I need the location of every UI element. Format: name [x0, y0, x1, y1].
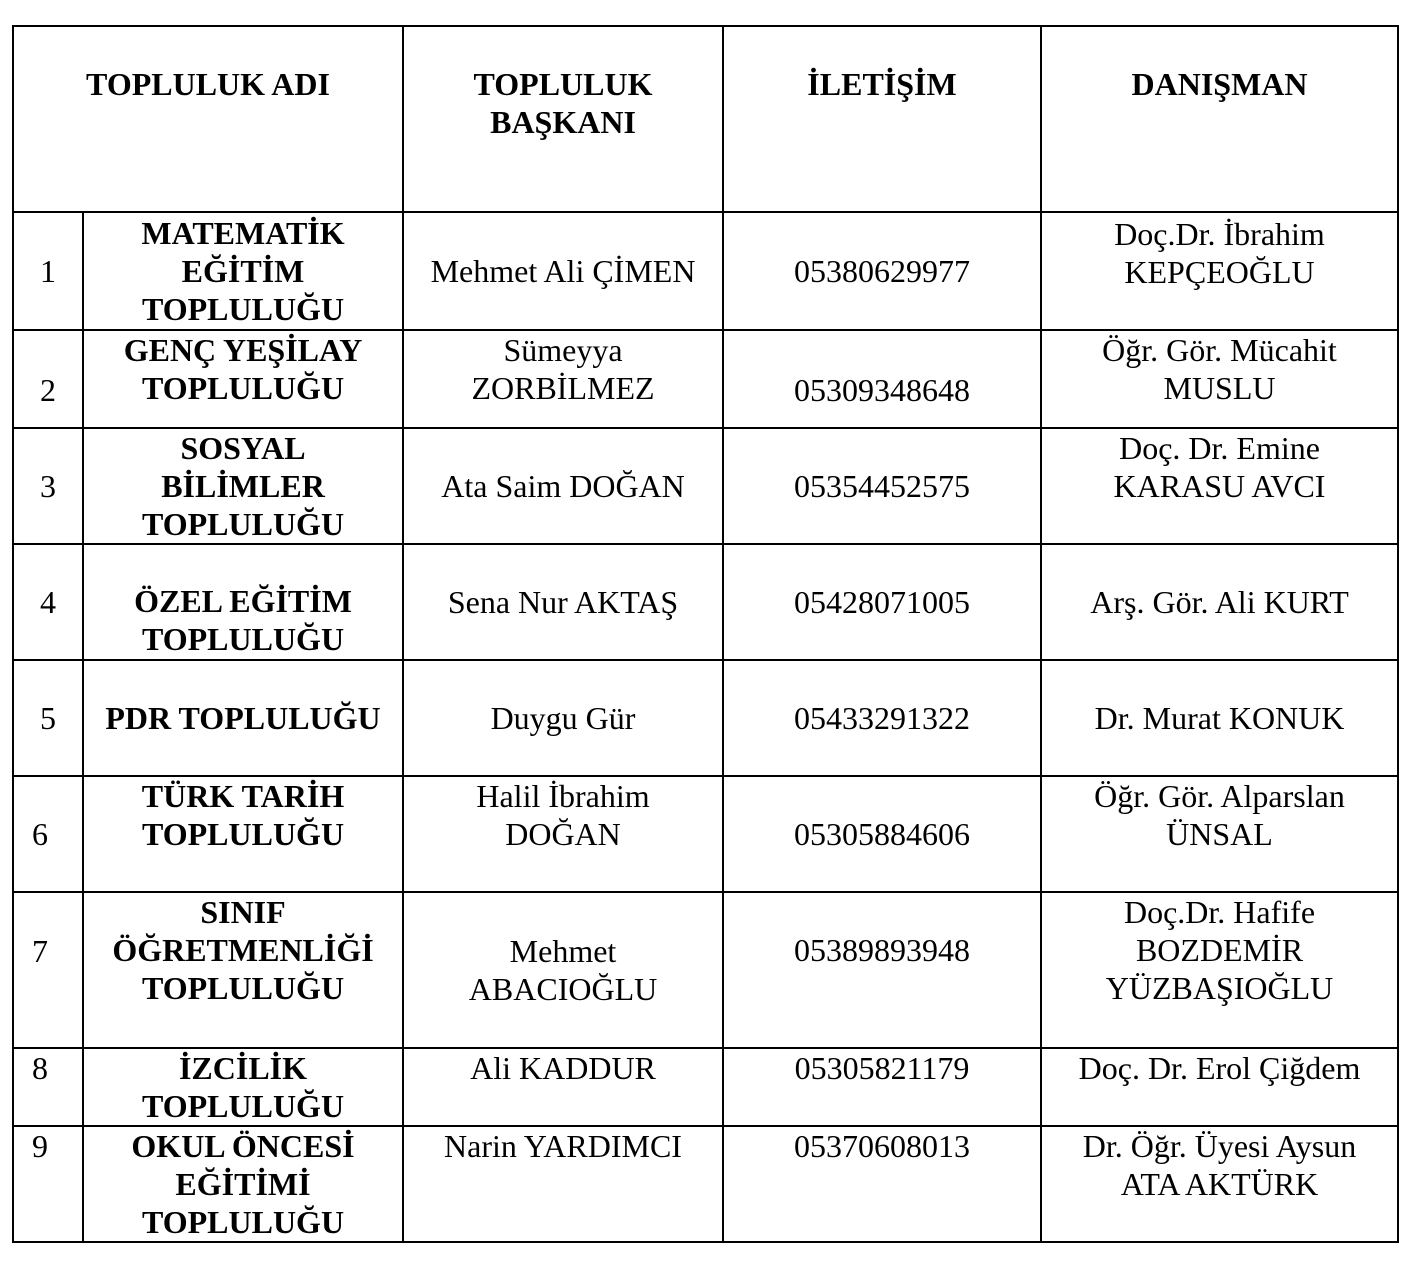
community-name: İZCİLİK TOPLULUĞU [83, 1048, 403, 1126]
community-name: TÜRK TARİH TOPLULUĞU [83, 776, 403, 892]
advisor-name: Doç. Dr. Erol Çiğdem [1041, 1048, 1398, 1126]
community-name: SOSYAL BİLİMLER TOPLULUĞU [83, 428, 403, 544]
phone-number: 05305884606 [723, 776, 1041, 892]
table-row [13, 892, 1398, 1048]
header-name: TOPLULUK ADI [13, 26, 403, 212]
president-name: Sümeyya ZORBİLMEZ [403, 330, 723, 428]
table-row [13, 776, 1398, 892]
advisor-name: Doç.Dr. Hafife BOZDEMİR YÜZBAŞIOĞLU [1041, 892, 1398, 1048]
president-name: Duygu Gür [403, 660, 723, 776]
row-number: 4 [13, 544, 83, 660]
president-name: Ata Saim DOĞAN [403, 428, 723, 544]
table-row [13, 428, 1398, 544]
header-president: TOPLULUK BAŞKANI [403, 26, 723, 212]
table-row [13, 1048, 1398, 1126]
row-number: 3 [13, 428, 83, 544]
row-number: 2 [13, 330, 83, 428]
advisor-name: Doç. Dr. Emine KARASU AVCI [1041, 428, 1398, 544]
community-name: PDR TOPLULUĞU [83, 660, 403, 776]
advisor-name: Dr. Murat KONUK [1041, 660, 1398, 776]
table-row [13, 1126, 1398, 1242]
president-name: Mehmet ABACIOĞLU [403, 892, 723, 1048]
phone-number: 05305821179 [723, 1048, 1041, 1126]
president-name: Ali KADDUR [403, 1048, 723, 1126]
community-name: GENÇ YEŞİLAY TOPLULUĞU [83, 330, 403, 428]
president-name: Halil İbrahim DOĞAN [403, 776, 723, 892]
table-row [13, 212, 1398, 330]
phone-number: 05370608013 [723, 1126, 1041, 1242]
row-number: 5 [13, 660, 83, 776]
row-number: 8 [13, 1048, 83, 1126]
phone-number: 05354452575 [723, 428, 1041, 544]
phone-number: 05380629977 [723, 212, 1041, 330]
community-name: SINIF ÖĞRETMENLİĞİ TOPLULUĞU [83, 892, 403, 1048]
community-name: MATEMATİK EĞİTİM TOPLULUĞU [83, 212, 403, 330]
row-number: 1 [13, 212, 83, 330]
header-contact: İLETİŞİM [723, 26, 1041, 212]
advisor-name: Öğr. Gör. Alparslan ÜNSAL [1041, 776, 1398, 892]
president-name: Sena Nur AKTAŞ [403, 544, 723, 660]
row-number: 7 [13, 892, 83, 1048]
row-number: 6 [13, 776, 83, 892]
phone-number: 05428071005 [723, 544, 1041, 660]
president-name: Narin YARDIMCI [403, 1126, 723, 1242]
header-advisor: DANIŞMAN [1041, 26, 1398, 212]
president-name: Mehmet Ali ÇİMEN [403, 212, 723, 330]
table-row [13, 544, 1398, 660]
row-number: 9 [13, 1126, 83, 1242]
advisor-name: Arş. Gör. Ali KURT [1041, 544, 1398, 660]
table-row [13, 330, 1398, 428]
phone-number: 05309348648 [723, 330, 1041, 428]
header-row [13, 26, 1398, 212]
table-row [13, 660, 1398, 776]
phone-number: 05389893948 [723, 892, 1041, 1048]
community-name: ÖZEL EĞİTİM TOPLULUĞU [83, 544, 403, 660]
advisor-name: Doç.Dr. İbrahim KEPÇEOĞLU [1041, 212, 1398, 330]
community-name: OKUL ÖNCESİ EĞİTİMİ TOPLULUĞU [83, 1126, 403, 1242]
communities-table [12, 25, 1399, 1243]
advisor-name: Öğr. Gör. Mücahit MUSLU [1041, 330, 1398, 428]
phone-number: 05433291322 [723, 660, 1041, 776]
advisor-name: Dr. Öğr. Üyesi Aysun ATA AKTÜRK [1041, 1126, 1398, 1242]
